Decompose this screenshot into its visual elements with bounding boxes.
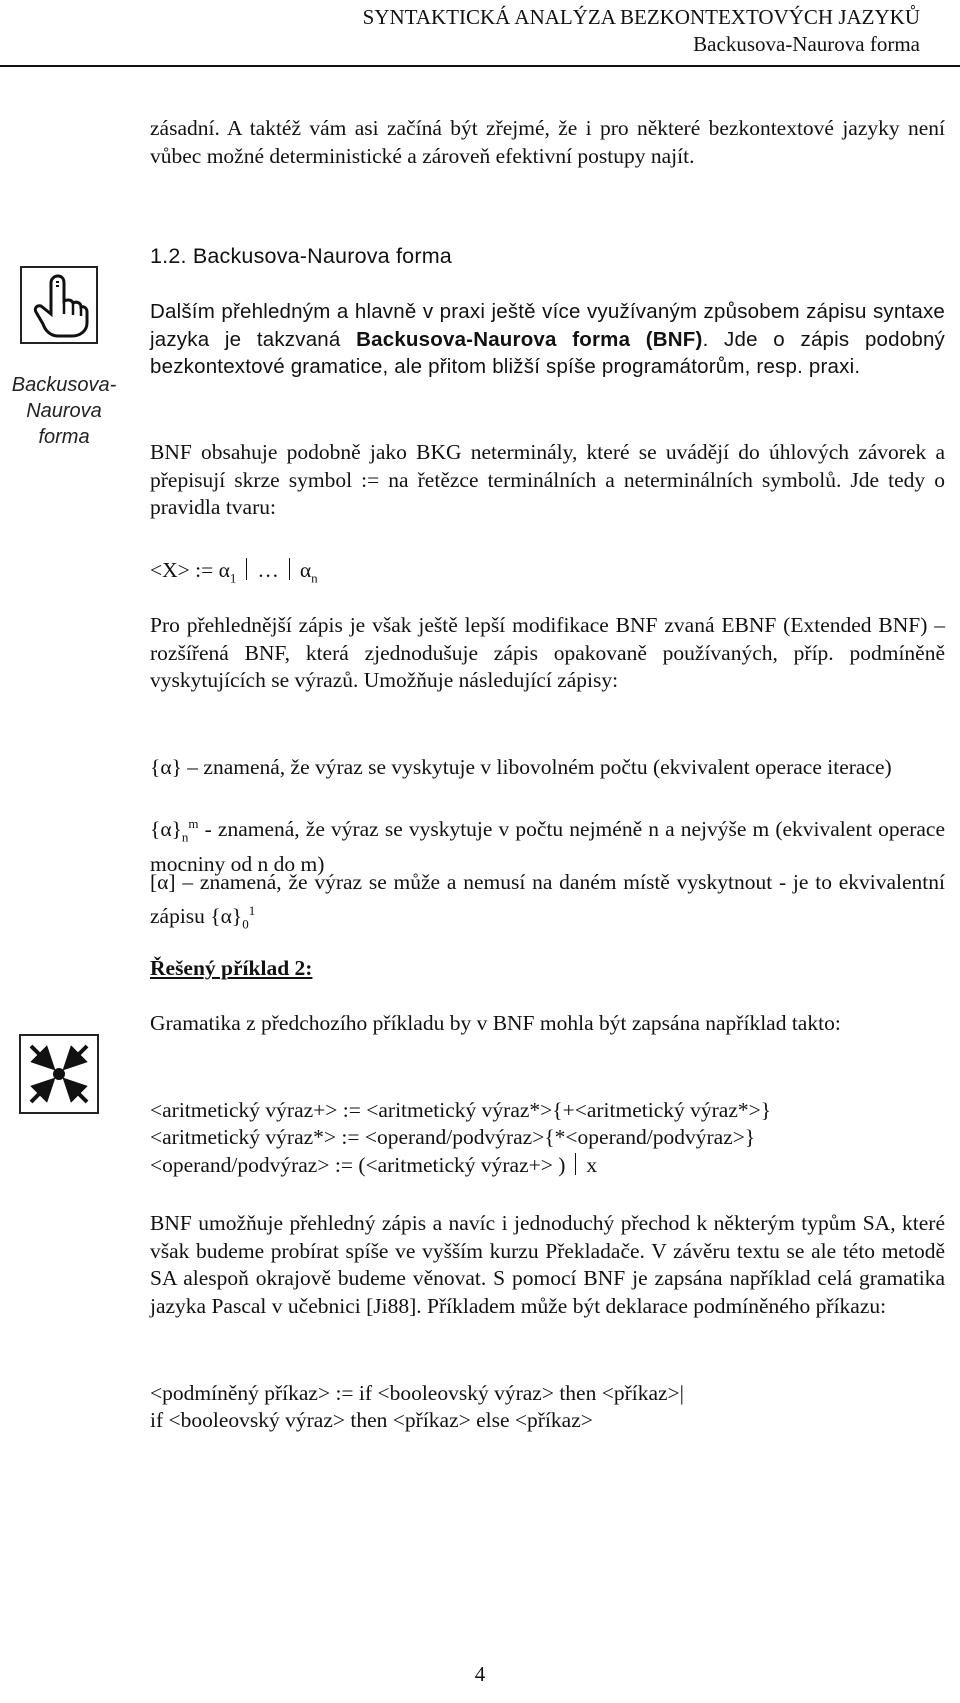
page-number: 4 [474,1662,486,1686]
rule-sub-n: n [311,570,318,586]
pascal-rule-line-2: if <booleovský výraz> then <příkaz> else <příkaz> [150,1408,593,1432]
sidebar-label-line1: Backusova- [11,374,117,396]
ebnf-power-text: - znamená, že výraz se vyskytuje v počtu nejméně n a nejvýše m (ekvivalent operace mocniny od n do m) [150,817,945,876]
ebnf-iteration-item: {α} – znamená, že výraz se vyskytuje v libovolném počtu (ekvivalent operace iterace) [150,755,892,779]
ebnf-optional-sub: 0 [242,915,249,931]
example-rule-1: <aritmetický výraz+> := <aritmetický výraz*>{+<aritmetický výraz*>} [150,1098,772,1122]
example-rule-3-lhs: <operand/podvýraz> := (<aritmetický výraz+> ) [150,1153,566,1177]
example-heading-text: Řešený příklad 2: [150,956,313,980]
ebnf-power-sub: n [181,829,189,845]
sidebar-label-line2: Naurova [26,400,102,422]
example-rule-3 [150,1152,945,1180]
alternative-bar [575,1153,576,1175]
para1-before: Dalším přehledným a hlavně v praxi ještě více využívaným způsobem zápisu syntaxe jazyka je takzvaná [150,300,945,351]
pointing-hand-icon [20,266,98,344]
rule-ellipsis: … [257,558,279,582]
bnf-rule-form [150,557,945,592]
ebnf-power-symbol: {α} [150,817,182,842]
header-title: SYNTAKTICKÁ ANALÝZA BEZKONTEXTOVÝCH JAZYKŮ [362,5,920,29]
intro-paragraph: zásadní. A taktéž vám asi začíná být zřejmé, že i pro některé bezkontextové jazyky není vůbec možné deterministické a zároveň efektivní postupy najít. [150,116,945,168]
header-divider [0,65,960,67]
section-title [150,243,945,271]
alternative-bar [289,558,290,580]
ebnf-power-sup: m [188,816,199,831]
sidebar-label-line3: forma [38,426,90,448]
alternative-bar [246,558,247,580]
inward-arrows-icon [19,1034,99,1114]
rule-lhs: <X> := α [150,558,230,582]
example-heading [150,955,945,983]
section-title-text: 1.2. Backusova-Naurova forma [150,244,452,268]
bnf-rules-paragraph: BNF obsahuje podobně jako BKG neterminály, které se uvádějí do úhlových závorek a přepisují skrze symbol := na řetězce terminálních a neterminálních symbolů. Jde tedy o pravidla tvaru: [150,440,945,519]
ebnf-optional-text: [α] – znamená, že výraz se může a nemusí na daném místě vyskytnout - je to ekvivalentní zápisu {α} [150,870,945,928]
bnf-term: Backusova-Naurova forma (BNF) [356,327,703,351]
bnf-definition-paragraph [150,298,945,381]
example-rule-3-rhs: x [586,1153,598,1177]
sidebar-label [0,372,128,450]
running-header [363,4,920,58]
rule-sub1: 1 [229,570,237,586]
example-intro: Gramatika z předchozího příkladu by v BNF mohla být zapsána například takto: [150,1011,841,1035]
para1-after: . Jde o zápis podobný bezkontextové gramatice, ale přitom bližší spíše programátorům, resp. praxi. [150,327,946,378]
ebnf-paragraph: Pro přehlednější zápis je však ještě lepší modifikace BNF zvaná EBNF (Extended BNF) – rozšířená BNF, která zjednodušuje zápis opakovaně používaných, příp. podmíněně vyskytujících se výrazů. Umožňuje následující zápisy: [150,613,945,692]
rule-alpha-n: α [299,558,312,582]
ebnf-optional-item [150,869,945,937]
bnf-usage-paragraph: BNF umožňuje přehledný zápis a navíc i jednoduchý přechod k některým typům SA, které však budeme probírat spíše ve vyšším kurzu Překladače. V závěru textu se ale této metodě SA alespoň okrajově budeme věnovat. S pomocí BNF je zapsána například celá gramatika jazyka Pascal v učebnici [Ji88]. Příkladem může být deklarace podmíněného příkazu: [150,1211,945,1318]
ebnf-optional-sup: 1 [248,902,256,918]
example-rule-2: <aritmetický výraz*> := <operand/podvýraz>{*<operand/podvýraz>} [150,1125,756,1149]
pascal-rule-line-1: <podmíněný příkaz> := if <booleovský výraz> then <příkaz>| [150,1381,684,1405]
header-subtitle: Backusova-Naurova forma [693,32,920,56]
